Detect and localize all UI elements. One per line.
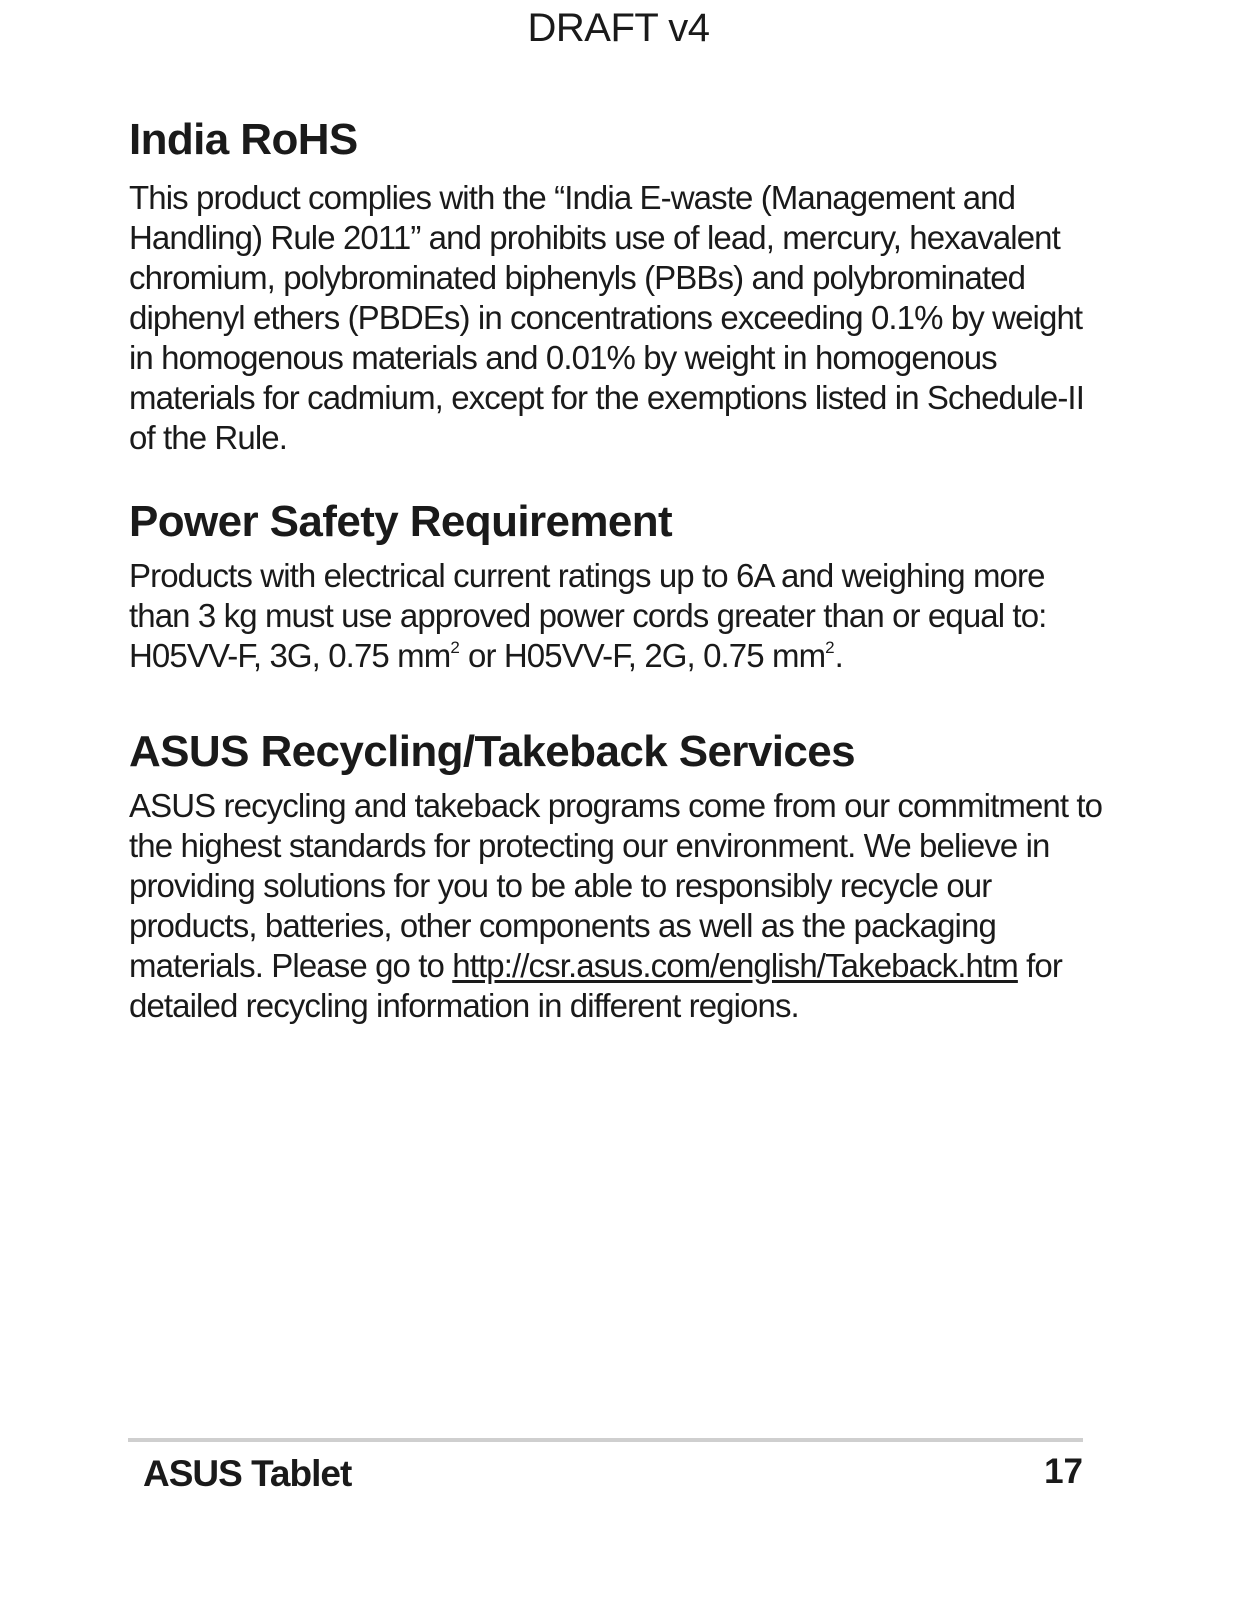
document-content [129,112,1109,1026]
power-safety-text-part-3: . [834,637,843,674]
section-india-rohs [129,112,1109,458]
section-title-power-safety: Power Safety Requirement [129,497,673,546]
section-recycling-takeback [129,724,1109,1026]
section-body-recycling-takeback [129,786,1109,1026]
recycling-text-part-1: ASUS recycling and takeback programs come from our commitment to the highest standards for protecting our environment. We believe in providing solutions for you to be able to responsibly recycle our products, batteries, other components as well as the packaging materials. Please go to [129,787,1103,984]
footer-page-number: 17 [1044,1452,1083,1491]
section-body-power-safety [129,556,1109,676]
recycling-text-part-2: for detailed recycling information in different regions. [129,947,1062,1024]
superscript-squared-2: 2 [825,638,835,657]
superscript-squared-1: 2 [450,638,460,657]
footer-divider [128,1438,1083,1442]
section-power-safety [129,494,1109,676]
takeback-link[interactable]: http://csr.asus.com/english/Takeback.htm [452,947,1018,984]
footer-product-name: ASUS Tablet [143,1453,352,1494]
section-title-recycling-takeback: ASUS Recycling/Takeback Services [129,727,855,776]
draft-watermark-label: DRAFT v4 [527,6,710,50]
section-body-india-rohs: This product complies with the “India E-waste (Management and Handling) Rule 2011” and prohibits use of lead, mercury, hexavalent chromium, polybrominated biphenyls (PBBs) and polybrominated diphenyl ethers (PBDEs) in concentrations exceeding 0.1% by weight in homogenous materials and 0.01% by weight in homogenous materials for cadmium, except for the exemptions listed in Schedule-II of the Rule. [129,179,1084,456]
section-title-india-rohs: India RoHS [129,115,358,164]
power-safety-text-part-1: Products with electrical current ratings up to 6A and weighing more than 3 kg must use approved power cords greater than or equal to: H05VV-F, 3G, 0.75 mm [129,557,1047,674]
power-safety-text-part-2: or H05VV-F, 2G, 0.75 mm [459,637,826,674]
